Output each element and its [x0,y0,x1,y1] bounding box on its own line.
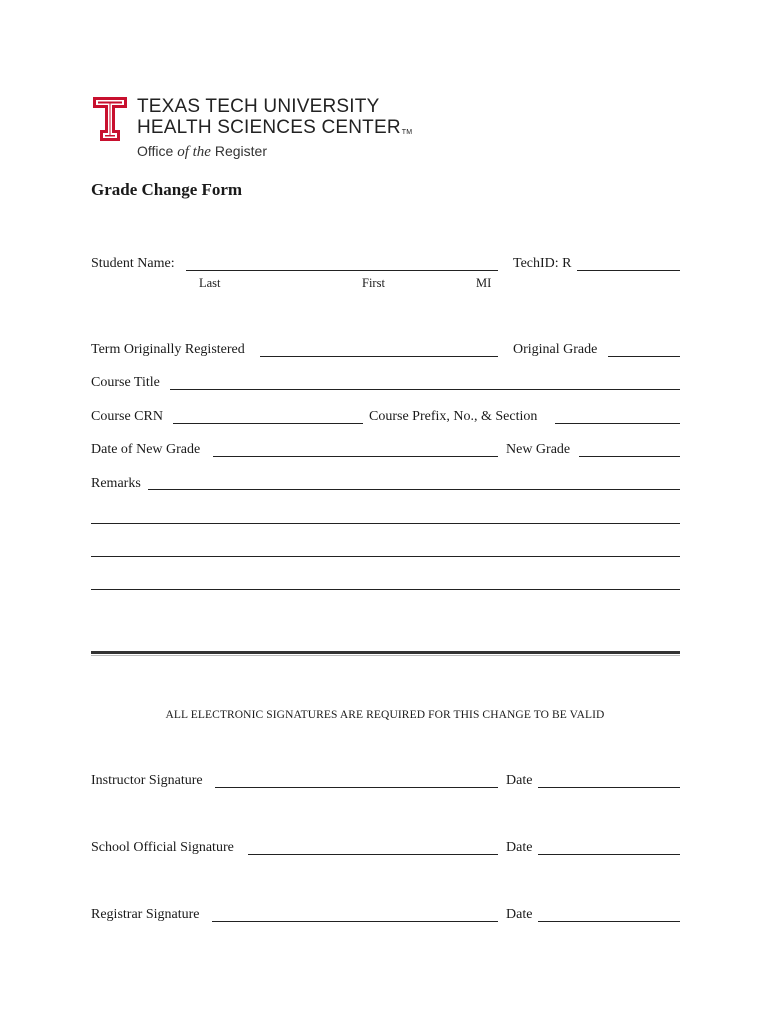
school-official-signature-field[interactable] [248,854,498,855]
registrar-signature-label: Registrar Signature [91,907,200,922]
date-new-grade-label: Date of New Grade [91,442,201,457]
techid-label: TechID: R [513,256,572,271]
remarks-label: Remarks [91,476,141,491]
office-name: Office of the Register [137,143,267,160]
new-grade-label: New Grade [506,442,571,457]
remarks-field-line-1[interactable] [148,489,680,490]
registrar-date-field[interactable] [538,921,680,922]
student-name-field[interactable] [186,270,498,271]
registrar-signature-field[interactable] [212,921,498,922]
section-divider [91,651,680,654]
school-official-date-label: Date [506,840,533,855]
university-name: TEXAS TECH UNIVERSITY [137,96,380,117]
school-official-date-field[interactable] [538,854,680,855]
remarks-field-line-2[interactable] [91,523,680,524]
course-title-label: Course Title [91,375,160,390]
course-prefix-label: Course Prefix, No., & Section [369,409,538,424]
school-official-signature-label: School Official Signature [91,840,234,855]
course-prefix-field[interactable] [555,423,680,424]
course-crn-label: Course CRN [91,409,163,424]
techid-field[interactable] [577,270,680,271]
original-grade-field[interactable] [608,356,680,357]
first-name-caption: First [362,276,385,290]
term-registered-label: Term Originally Registered [91,342,245,357]
instructor-date-field[interactable] [538,787,680,788]
last-name-caption: Last [199,276,221,290]
registrar-date-label: Date [506,907,533,922]
course-crn-field[interactable] [173,423,363,424]
middle-initial-caption: MI [476,276,492,290]
instructor-signature-field[interactable] [215,787,498,788]
section-divider-shadow [91,655,680,656]
remarks-field-line-4[interactable] [91,589,680,590]
date-new-grade-field[interactable] [213,456,498,457]
double-t-logo-icon [93,97,127,141]
new-grade-field[interactable] [579,456,680,457]
student-name-label: Student Name: [91,256,175,271]
original-grade-label: Original Grade [513,342,598,357]
course-title-field[interactable] [170,389,680,390]
instructor-date-label: Date [506,773,533,788]
center-name: HEALTH SCIENCES CENTERTM [137,117,413,138]
remarks-field-line-3[interactable] [91,556,680,557]
signature-notice: ALL ELECTRONIC SIGNATURES ARE REQUIRED FOR THIS CHANGE TO BE VALID [165,709,605,721]
term-registered-field[interactable] [260,356,498,357]
instructor-signature-label: Instructor Signature [91,773,203,788]
form-title: Grade Change Form [91,180,243,199]
